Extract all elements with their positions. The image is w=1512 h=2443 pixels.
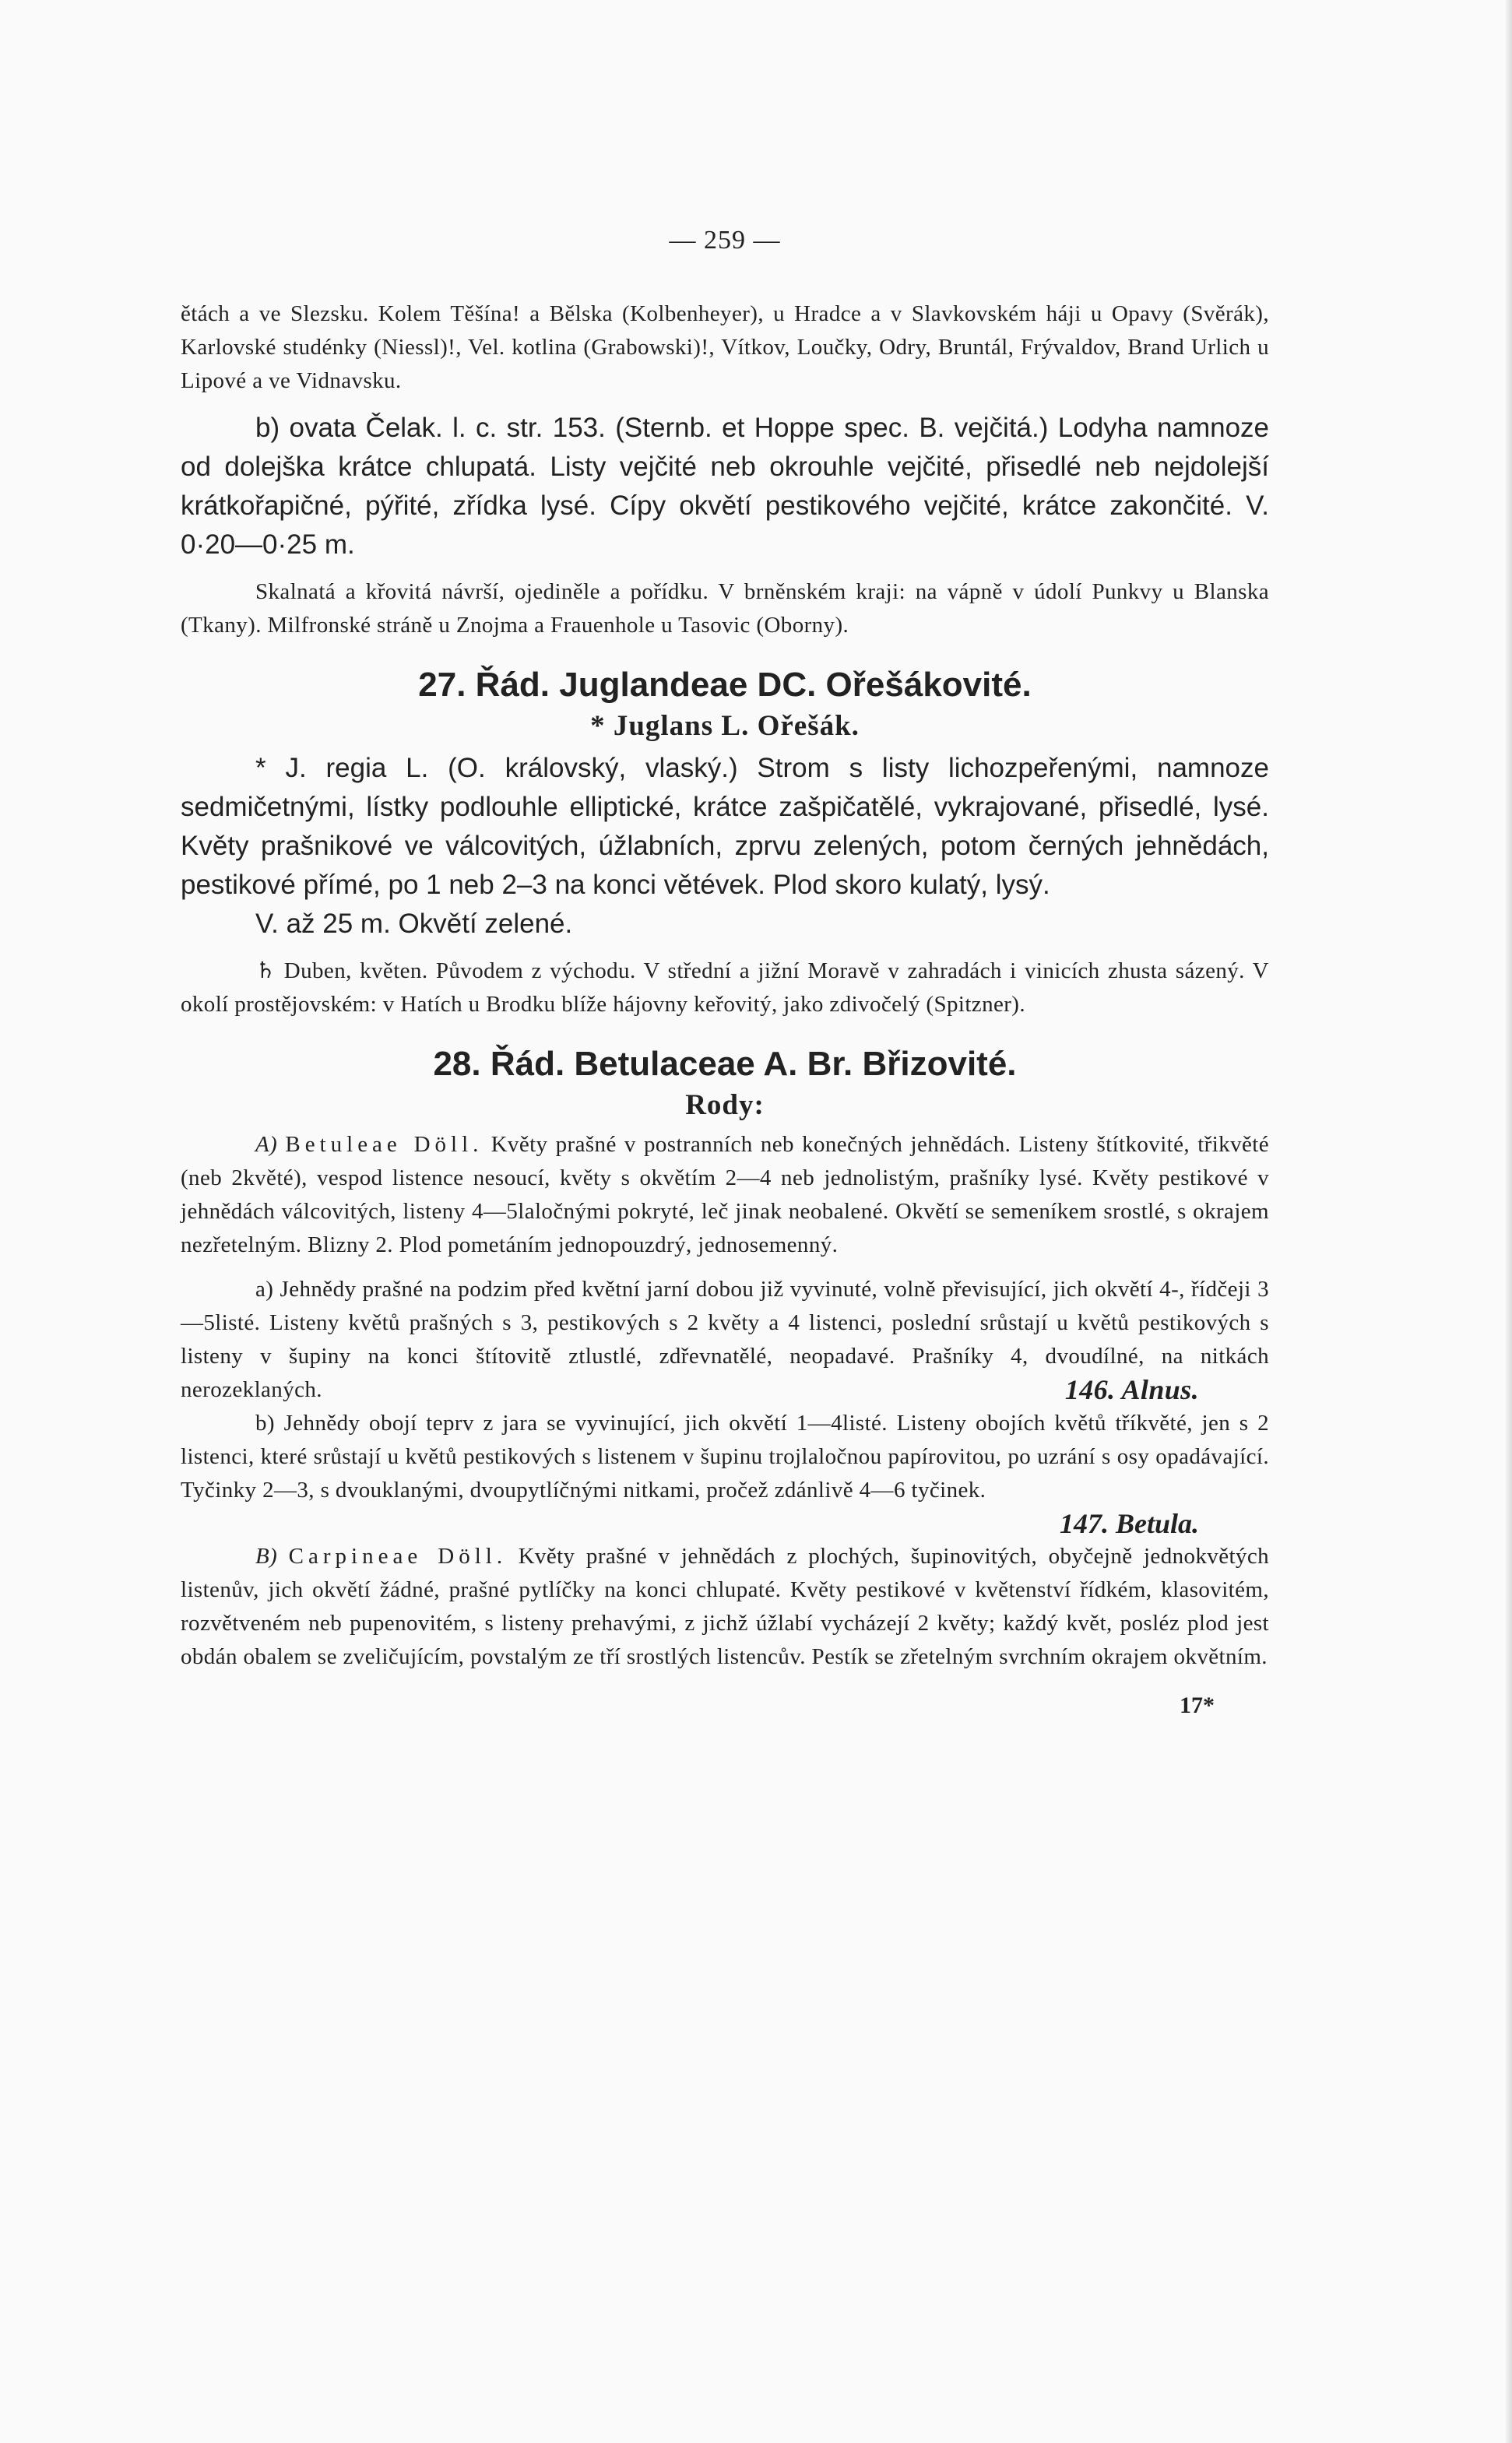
paragraph-betuleae xyxy=(181,1128,1269,1262)
paragraph-betula-key xyxy=(181,1407,1269,1507)
paragraph-juglans-size: V. až 25 m. Okvětí zelené. xyxy=(255,909,573,939)
paragraph-variety-ovata: b) ovata Čelak. l. c. str. 153. (Sternb. et Hoppe spec. B. vejčitá.) Lodyha namnoze od dolejška krátce chlupatá. Listy vejčité neb okrouhle vejčité, přisedlé neb nejdolejší krátkořapičné, pýřité, zřídka lysé. Cípy okvětí pestikového vejčité, krátce zakončité. V. 0·20—0·25 m. xyxy=(181,413,1269,560)
order-heading-betulaceae: 28. Řád. Betulaceae A. Br. Břizovité. xyxy=(433,1045,1017,1083)
paragraph-alnus-key xyxy=(181,1273,1269,1407)
carpineae-description: Květy prašné v jehnědách z plochých, šupinovitých, obyčejně jednokvětých listenův, jich okvětí žádné, prašné pytlíčky na konci chlupaté. Květy pestikové v květenství řídkém, klasovitém, rozvětveném neb pupenovitém, s listeny prehavými, z jichž úžlabí vycházejí 2 květy; každý květ, posléz plod jest obdán obalem se zveličujícím, povstalým ze tří srostlých listencův. Pestík se zřetelným svrchním okrajem okvětním. xyxy=(181,1544,1269,1669)
tribe-name-carpineae: Carpineae Döll. xyxy=(288,1544,508,1569)
tribe-name-betuleae: Betuleae Döll. xyxy=(285,1132,483,1157)
betula-key-text: b) Jehnědy obojí teprv z jara se vyvinující, jich okvětí 1—4listé. Listeny obojích květů tříkvěté, jen s 2 listenci, které srůstají u květů pestikových s listenem v šupinu trojlaločnou papírovitou, po uzrání s osy opadávající. Tyčinky 2—3, s dvouklanými, dvoupytlíčnými nitkami, pročež zdánlivě 4—6 tyčinek. xyxy=(181,1411,1269,1503)
genera-heading: Rody: xyxy=(685,1089,765,1121)
printer-signature: 17* xyxy=(1180,1693,1215,1718)
paragraph-ovata-localities: Skalnatá a křovitá návrší, ojediněle a pořídku. V brněnském kraji: na vápně v údolí Punkvy u Blanska (Tkany). Milfronské stráně u Znojma a Frauenhole u Tasovic (Oborny). xyxy=(181,579,1269,638)
genus-heading-juglans: * Juglans L. Ořešák. xyxy=(590,710,860,742)
genus-label-betula: 147. Betula. xyxy=(1059,1508,1199,1539)
book-page xyxy=(181,226,1269,1719)
page-number: — 259 — xyxy=(669,226,781,255)
order-heading-juglandeae: 27. Řád. Juglandeae DC. Ořešákovité. xyxy=(418,666,1032,704)
section-label-a: A) xyxy=(255,1132,278,1157)
genus-label-alnus: 146. Alnus. xyxy=(1064,1374,1199,1405)
alnus-key-text: a) Jehnědy prašné na podzim před květní jarní dobou již vyvinuté, volně převisující, jich okvětí 4-, řídčeji 3—5listé. Listeny květů prašných s 3, pestikových s 2 květy a 4 listenci, poslední srůstají u květů pestikových s listeny v šupiny na konci štítovitě ztlustlé, zdřevnatělé, neopadavé. Prašníky 4, dvoudílné, na nitkách nerozeklaných. xyxy=(181,1277,1269,1402)
paragraph-localities-continued: ětách a ve Slezsku. Kolem Těšína! a Bělska (Kolbenheyer), u Hradce a v Slavkovském háji u Opavy (Svěrák), Karlovské studénky (Niessl)!, Vel. kotlina (Grabowski)!, Vítkov, Loučky, Odry, Bruntál, Frývaldov, Brand Urlich u Lipové a ve Vidnavsku. xyxy=(181,301,1269,393)
paragraph-carpineae xyxy=(181,1540,1269,1674)
page-edge-shadow xyxy=(1506,0,1512,2443)
paragraph-juglans-localities: ♄ Duben, květen. Původem z východu. V střední a jižní Moravě v zahradách i vinicích zhusta sázený. V okolí prostějovském: v Hatích u Brodku blíže hájovny keřovitý, jako zdivočelý (Spitzner). xyxy=(181,958,1269,1017)
paragraph-juglans-regia: * J. regia L. (O. královský, vlaský.) Strom s listy lichozpeřenými, namnoze sedmičetnými, lístky podlouhle elliptické, krátce zašpičatělé, vykrajované, přisedlé, lysé. Květy prašnikové ve válcovitých, úžlabních, zprvu zelených, potom černých jehnědách, pestikové přímé, po 1 neb 2–3 na konci větévek. Plod skoro kulatý, lysý. xyxy=(181,753,1269,900)
section-label-b: B) xyxy=(255,1544,278,1569)
betuleae-description: Květy prašné v postranních neb konečných jehnědách. Listeny štítkovité, třikvěté (neb 2květé), vespod listence nesoucí, květy s okvětím 2—4 neb jednolistým, prašníky lysé. Květy pestikové v jehnědách válcovitých, listeny 4—5laločnými pokryté, leč jinak neobalené. Okvětí se semeníkem srostlé, s okrajem nezřetelným. Blizny 2. Plod pometáním jednopouzdrý, jednosemenný. xyxy=(181,1132,1269,1257)
